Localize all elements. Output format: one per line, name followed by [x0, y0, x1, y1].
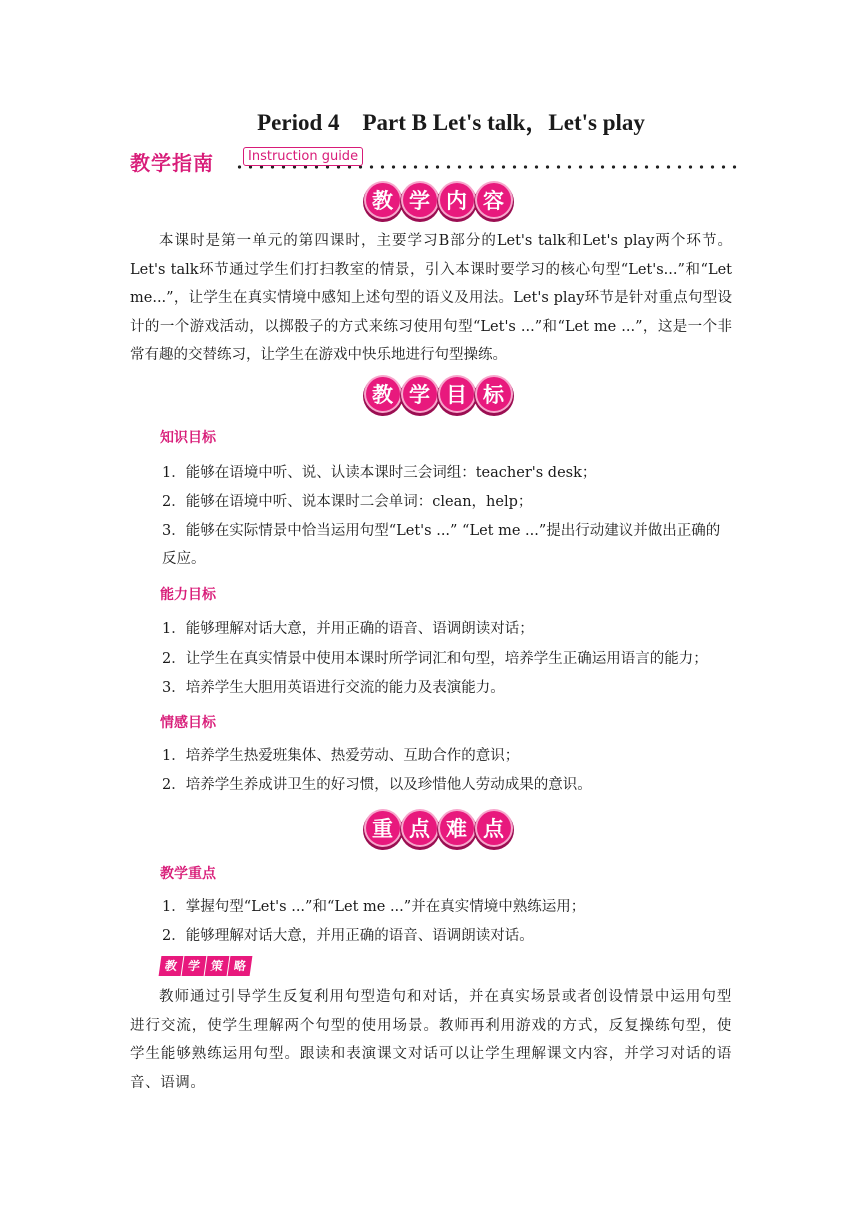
content-paragraph: 本课时是第一单元的第四课时，主要学习B部分的Let's talk和Let's play两个环节。Let's talk环节通过学生们打扫教室的情景，引入本课时要学习的核心句型“Let's...”和“Let me...”，让学生在真实情境中感知上述句型的语义及用法。Let's play环节是针对重点句型设计的一个游戏活动，以掷骰子的方式来练习使用句型“Let's ...”和“Let me ...”，这是一个非常有趣的交替练习，让学生在游戏中快乐地进行句型操练。 [130, 233, 732, 363]
badge-char: 策 [205, 956, 230, 976]
list-item: 1．培养学生热爱班集体、热爱劳动、互助合作的意识； [162, 748, 520, 764]
badge-char: 内 [440, 183, 474, 217]
teaching-content-badge [0, 183, 860, 217]
list-item: 2．能够在语境中听、说本课时二会单词：clean，help； [162, 494, 533, 510]
list-item: 1．掌握句型“Let's ...”和“Let me ...”并在真实情境中熟练运用； [162, 899, 586, 915]
ability-item [130, 615, 732, 643]
teaching-objectives-badge [0, 377, 860, 411]
ability-item [130, 674, 732, 702]
badge-char: 教 [159, 956, 184, 976]
emotion-item [130, 742, 732, 770]
knowledge-heading: 知识目标 [160, 430, 216, 446]
emotion-heading: 情感目标 [160, 715, 216, 731]
badge-char: 学 [403, 377, 437, 411]
emotion-item [130, 771, 732, 799]
ability-heading: 能力目标 [160, 587, 216, 603]
knowledge-item [130, 488, 732, 516]
badge-char: 难 [440, 811, 474, 845]
instruction-guide-banner [130, 145, 740, 177]
list-item: 1．能够在语境中听、说、认读本课时三会词组：teacher's desk； [162, 465, 597, 481]
list-item: 3．能够在实际情景中恰当运用句型“Let's ...” “Let me ...”提出行动建议并做出正确的反应。 [162, 523, 721, 567]
key-difficult-points-badge [0, 811, 860, 845]
badge-char: 标 [477, 377, 511, 411]
badge-char: 容 [477, 183, 511, 217]
list-item: 2．能够理解对话大意，并用正确的语音、语调朗读对话。 [162, 928, 534, 944]
badge-char: 略 [228, 956, 253, 976]
page-title: Period 4 Part B Let's talk，Let's play [257, 110, 645, 135]
ability-item [130, 645, 732, 673]
badge-char: 点 [403, 811, 437, 845]
keypoints-heading: 教学重点 [160, 866, 216, 882]
badge-char: 教 [366, 377, 400, 411]
badge-char: 学 [403, 183, 437, 217]
strategy-paragraph: 教师通过引导学生反复利用句型造句和对话，并在真实场景或者创设情景中运用句型进行交流，使学生理解两个句型的使用场景。教师再利用游戏的方式，反复操练句型，使学生能够熟练运用句型。跟读和表演课文对话可以让学生理解课文内容，并学习对话的语音、语调。 [130, 989, 732, 1091]
badge-char: 重 [366, 811, 400, 845]
knowledge-item [130, 517, 732, 573]
badge-char: 学 [182, 956, 207, 976]
keypoints-item [130, 893, 732, 921]
list-item: 2．培养学生养成讲卫生的好习惯，以及珍惜他人劳动成果的意识。 [162, 777, 592, 793]
guide-label-cn: 教学指南 [130, 151, 214, 175]
knowledge-item [130, 459, 732, 487]
badge-char: 教 [366, 183, 400, 217]
badge-char: 目 [440, 377, 474, 411]
teaching-strategy-badge [160, 956, 252, 976]
guide-label-en: Instruction guide [243, 147, 363, 166]
list-item: 2．让学生在真实情景中使用本课时所学词汇和句型，培养学生正确运用语言的能力； [162, 651, 708, 667]
list-item: 1．能够理解对话大意，并用正确的语音、语调朗读对话； [162, 621, 534, 637]
keypoints-item [130, 922, 732, 950]
list-item: 3．培养学生大胆用英语进行交流的能力及表演能力。 [162, 680, 505, 696]
badge-char: 点 [477, 811, 511, 845]
